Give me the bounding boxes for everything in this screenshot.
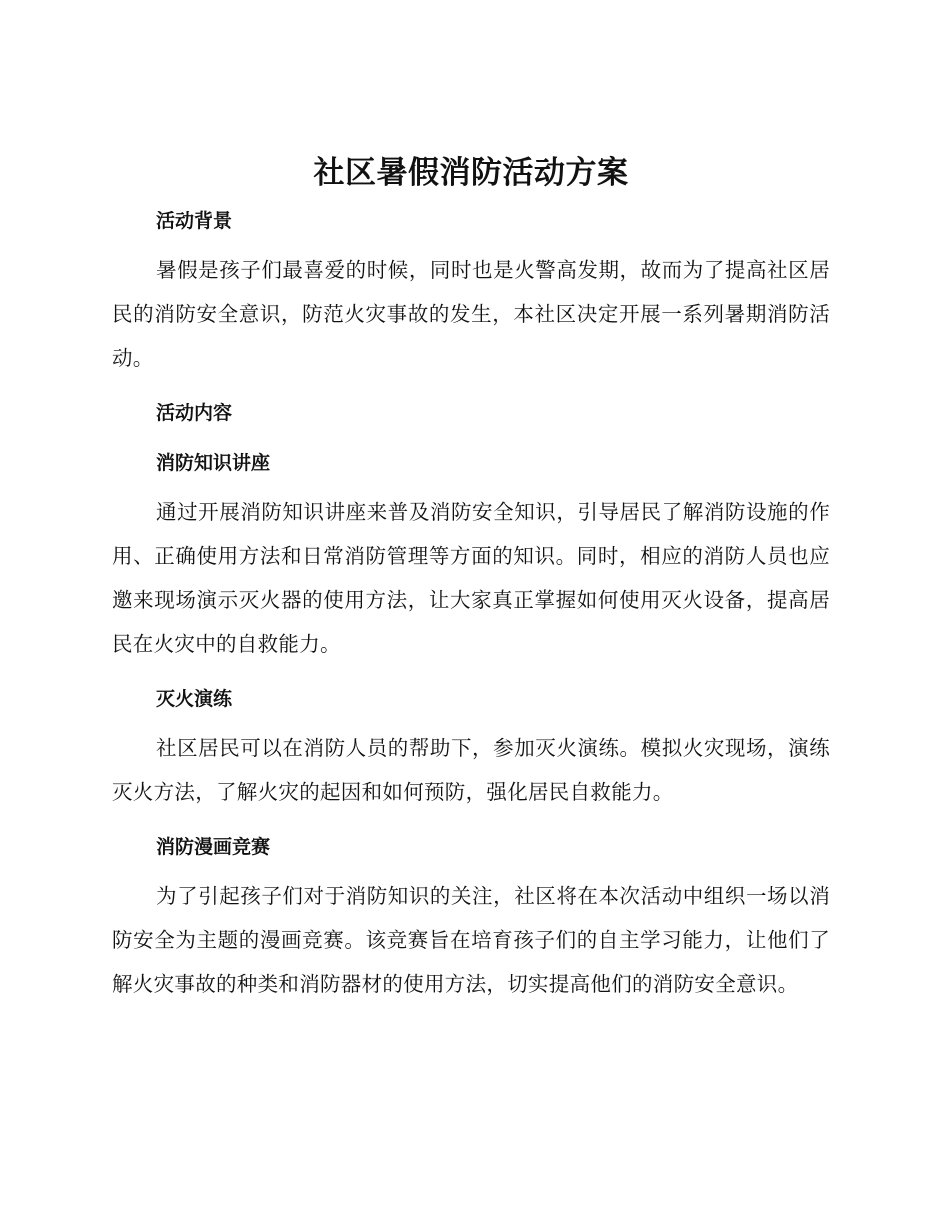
- document-page: [112, 148, 830, 1006]
- heading-comic: 消防漫画竞赛: [156, 836, 271, 858]
- paragraph-lecture: 通过开展消防知识讲座来普及消防安全知识，引导居民了解消防设施的作用、正确使用方法和日常消防管理等方面的知识。同时，相应的消防人员也应邀来现场演示灭火器的使用方法，让大家真正掌握如何使用灭火设备，提高居民在火灾中的自救能力。: [112, 500, 830, 656]
- document-title: 社区暑假消防活动方案: [313, 155, 629, 191]
- heading-lecture: 消防知识讲座: [156, 452, 271, 474]
- heading-content: 活动内容: [156, 402, 233, 424]
- paragraph-background: 暑假是孩子们最喜爱的时候，同时也是火警高发期，故而为了提高社区居民的消防安全意识，防范火灾事故的发生，本社区决定开展一系列暑期消防活动。: [112, 258, 830, 370]
- paragraph-drill: 社区居民可以在消防人员的帮助下，参加灭火演练。模拟火灾现场，演练灭火方法，了解火灾的起因和如何预防，强化居民自救能力。: [112, 736, 830, 804]
- heading-background: 活动背景: [156, 210, 233, 232]
- paragraph-comic: 为了引起孩子们对于消防知识的关注，社区将在本次活动中组织一场以消防安全为主题的漫画竞赛。该竞赛旨在培育孩子们的自主学习能力，让他们了解火灾事故的种类和消防器材的使用方法，切实提高他们的消防安全意识。: [112, 884, 830, 996]
- heading-drill: 灭火演练: [156, 688, 233, 710]
